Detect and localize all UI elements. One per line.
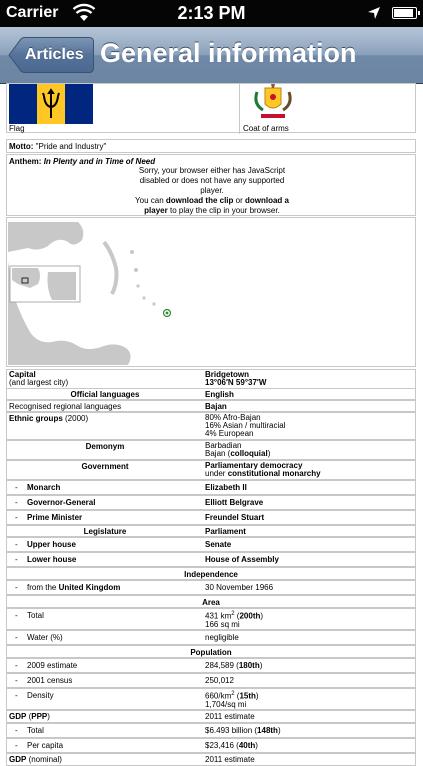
legislature-value[interactable]: Parliament	[205, 527, 246, 536]
gdp-per-capita-rank-link[interactable]: 40th	[238, 741, 256, 750]
download-player-link[interactable]: download a	[244, 196, 289, 205]
motto-row	[6, 139, 416, 153]
independence-row	[6, 580, 416, 595]
notice-line: disabled or does not have any supported	[139, 176, 285, 185]
coat-of-arms-image[interactable]	[243, 84, 303, 124]
gdp-per-capita-paren: )	[255, 741, 258, 750]
bullet: -	[15, 498, 18, 507]
gdp-paren: (	[26, 712, 32, 721]
bullet: -	[15, 726, 18, 735]
lower-house-label[interactable]: Lower house	[27, 555, 77, 564]
regional-languages-label: Recognised regional languages	[9, 402, 122, 411]
government-row	[6, 460, 416, 480]
bullet: -	[15, 555, 18, 564]
lower-house-row	[6, 552, 416, 567]
upper-house-row	[6, 537, 416, 552]
battery-icon	[392, 7, 417, 19]
legislature-label[interactable]: Legislature	[83, 527, 127, 536]
area-total-row	[6, 608, 416, 630]
area-paren: (	[234, 611, 240, 621]
anthem-label: Anthem:	[9, 157, 42, 166]
gdp-nominal-value: 2011 estimate	[205, 755, 255, 764]
population-paren: )	[259, 661, 263, 670]
status-bar	[0, 0, 423, 27]
upper-house-value[interactable]: Senate	[205, 540, 232, 549]
united-kingdom-link[interactable]: United Kingdom	[58, 583, 121, 592]
monarch-row	[6, 480, 416, 495]
government-label: Government	[81, 462, 129, 471]
official-languages-label: Official languages	[70, 390, 140, 399]
gdp-nominal-label: (nominal)	[26, 755, 62, 764]
map-row	[6, 217, 416, 367]
official-languages-value[interactable]: English	[205, 390, 234, 399]
demonym-alt: )	[267, 449, 271, 458]
demonym-row	[6, 440, 416, 460]
density-miles: 1,704/sq mi	[205, 699, 247, 709]
capital-row	[6, 369, 416, 389]
gdp-paren: )	[47, 712, 50, 721]
area-total-miles: 166 sq mi	[205, 619, 240, 629]
area-header-row	[6, 595, 416, 608]
gdp-per-capita-value: $23,416 (	[205, 741, 239, 750]
clock: 2:13 PM	[177, 3, 246, 23]
independence-header-row	[6, 567, 416, 580]
bullet: -	[15, 483, 18, 492]
governor-general-label[interactable]: Governor-General	[27, 498, 96, 507]
census-row	[6, 673, 416, 688]
bullet: -	[15, 583, 18, 592]
independence-date: 30 November 1966	[205, 583, 274, 592]
notice-text: or	[233, 196, 245, 205]
ethnic-group-item: 16% Asian / multiracial	[205, 421, 286, 430]
gdp-nominal-row	[6, 753, 416, 766]
colloquial-link[interactable]: colloquial	[230, 449, 268, 458]
population-rank-link[interactable]: 180th	[238, 661, 260, 670]
monarch-value[interactable]: Elizabeth II	[205, 483, 247, 492]
notice-text: to play the clip in your browser.	[167, 206, 280, 215]
monarch-label[interactable]: Monarch	[27, 483, 61, 492]
population-header-row	[6, 645, 416, 658]
density-rank-link[interactable]: 15th	[239, 691, 256, 701]
census-value: 250,012	[205, 676, 234, 685]
gdp-total-value: $6.493 billion (	[205, 726, 258, 735]
flag-caption: Flag	[9, 124, 25, 133]
location-arrow-icon	[367, 6, 381, 25]
page-title: General information	[100, 38, 357, 68]
notice-text: You can	[135, 196, 166, 205]
water-row	[6, 630, 416, 645]
notice-line: player.	[200, 186, 224, 195]
superscript: 2	[231, 611, 235, 617]
regional-languages-row	[6, 400, 416, 412]
bullet: -	[15, 661, 18, 670]
gdp-ppp-value: 2011 estimate	[205, 712, 255, 721]
demonym-label: Demonym	[85, 442, 125, 451]
upper-house-label[interactable]: Upper house	[27, 540, 76, 549]
independence-label: from the	[27, 583, 59, 592]
legislature-row	[6, 525, 416, 537]
anthem-row	[6, 154, 416, 216]
motto-label: Motto:	[9, 142, 34, 151]
prime-minister-value[interactable]: Freundel Stuart	[205, 513, 265, 522]
download-clip-link[interactable]: download the clip	[165, 196, 234, 205]
density-label: Density	[27, 691, 54, 700]
capital-sublabel: (and largest city)	[9, 378, 69, 387]
bullet: -	[15, 676, 18, 685]
motto-value: "Pride and Industry"	[35, 142, 107, 151]
demonym-value: Barbadian	[205, 441, 242, 450]
water-label: Water (%)	[27, 633, 63, 642]
population-header: Population	[190, 648, 232, 657]
constitutional-monarchy-link[interactable]: constitutional monarchy	[227, 469, 321, 478]
regional-languages-value[interactable]: Bajan	[205, 402, 227, 411]
ethnic-groups-year: (2000)	[62, 414, 89, 423]
prime-minister-label[interactable]: Prime Minister	[27, 513, 83, 522]
gdp-per-capita-row	[6, 738, 416, 753]
capital-value[interactable]: Bridgetown	[205, 370, 249, 379]
governor-general-value[interactable]: Elliott Belgrave	[205, 498, 264, 507]
carrier-label: Carrier	[6, 4, 59, 21]
lower-house-value[interactable]: House of Assembly	[205, 555, 279, 564]
gdp-total-rank-link[interactable]: 148th	[257, 726, 278, 735]
population-estimate-row	[6, 658, 416, 673]
bullet: -	[15, 691, 18, 700]
ethnic-group-item: 80% Afro-Bajan	[205, 413, 261, 422]
bullet: -	[15, 741, 18, 750]
gdp-link[interactable]: GDP	[9, 712, 27, 721]
demonym-alt: Bajan (	[205, 449, 231, 458]
symbols-row	[6, 83, 416, 133]
bullet: -	[15, 513, 18, 522]
area-total-value: 431 km	[205, 611, 232, 621]
flag-image[interactable]	[9, 84, 93, 124]
gdp-total-row	[6, 723, 416, 738]
ethnic-groups-label: Ethnic groups	[9, 414, 63, 423]
back-button-label: Articles	[25, 46, 84, 63]
census-label: 2001 census	[27, 676, 73, 685]
density-value: 660/km	[205, 691, 232, 701]
population-estimate-value: 284,589 (	[205, 661, 239, 670]
location-map[interactable]	[8, 222, 172, 365]
capital-coordinates[interactable]: 13°06′N 59°37′W	[205, 378, 267, 387]
area-paren: )	[260, 611, 264, 621]
gdp-ppp-row	[6, 710, 416, 723]
official-languages-row	[6, 388, 416, 400]
ethnic-groups-row	[6, 412, 416, 440]
prime-minister-row	[6, 510, 416, 525]
coat-of-arms-caption: Coat of arms	[243, 124, 289, 133]
area-rank-link[interactable]: 200th	[239, 611, 261, 621]
density-paren: )	[255, 691, 259, 701]
navigation-bar	[0, 27, 423, 84]
player-notice	[107, 166, 317, 216]
capital-label: Capital	[9, 370, 36, 379]
bullet: -	[15, 611, 18, 620]
governor-general-row	[6, 495, 416, 510]
column-divider	[239, 84, 240, 134]
bullet: -	[15, 540, 18, 549]
gdp-total-label: Total	[27, 726, 44, 735]
article-content[interactable]	[0, 85, 423, 764]
battery-fill	[394, 9, 413, 17]
download-player-link-cont[interactable]: player	[144, 206, 168, 215]
government-value[interactable]: Parliamentary democracy	[205, 461, 303, 470]
notice-line: Sorry, your browser either has JavaScript	[138, 166, 286, 175]
ethnic-group-item: 4% European	[205, 429, 254, 438]
independence-header: Independence	[184, 570, 238, 579]
bullet: -	[15, 633, 18, 642]
ppp-link[interactable]: PPP	[31, 712, 48, 721]
area-header: Area	[202, 598, 220, 607]
water-value: negligible	[205, 633, 239, 642]
area-total-label: Total	[27, 611, 44, 620]
gdp-link[interactable]: GDP	[9, 755, 27, 764]
superscript: 2	[231, 691, 235, 697]
anthem-title: In Plenty and in Time of Need	[43, 157, 156, 166]
gdp-total-paren: )	[277, 726, 281, 735]
government-text: under	[205, 469, 228, 478]
population-estimate-label: 2009 estimate	[27, 661, 78, 670]
back-button[interactable]	[8, 37, 94, 73]
density-paren: (	[234, 691, 240, 701]
gdp-per-capita-label: Per capita	[27, 741, 64, 750]
density-row	[6, 688, 416, 710]
